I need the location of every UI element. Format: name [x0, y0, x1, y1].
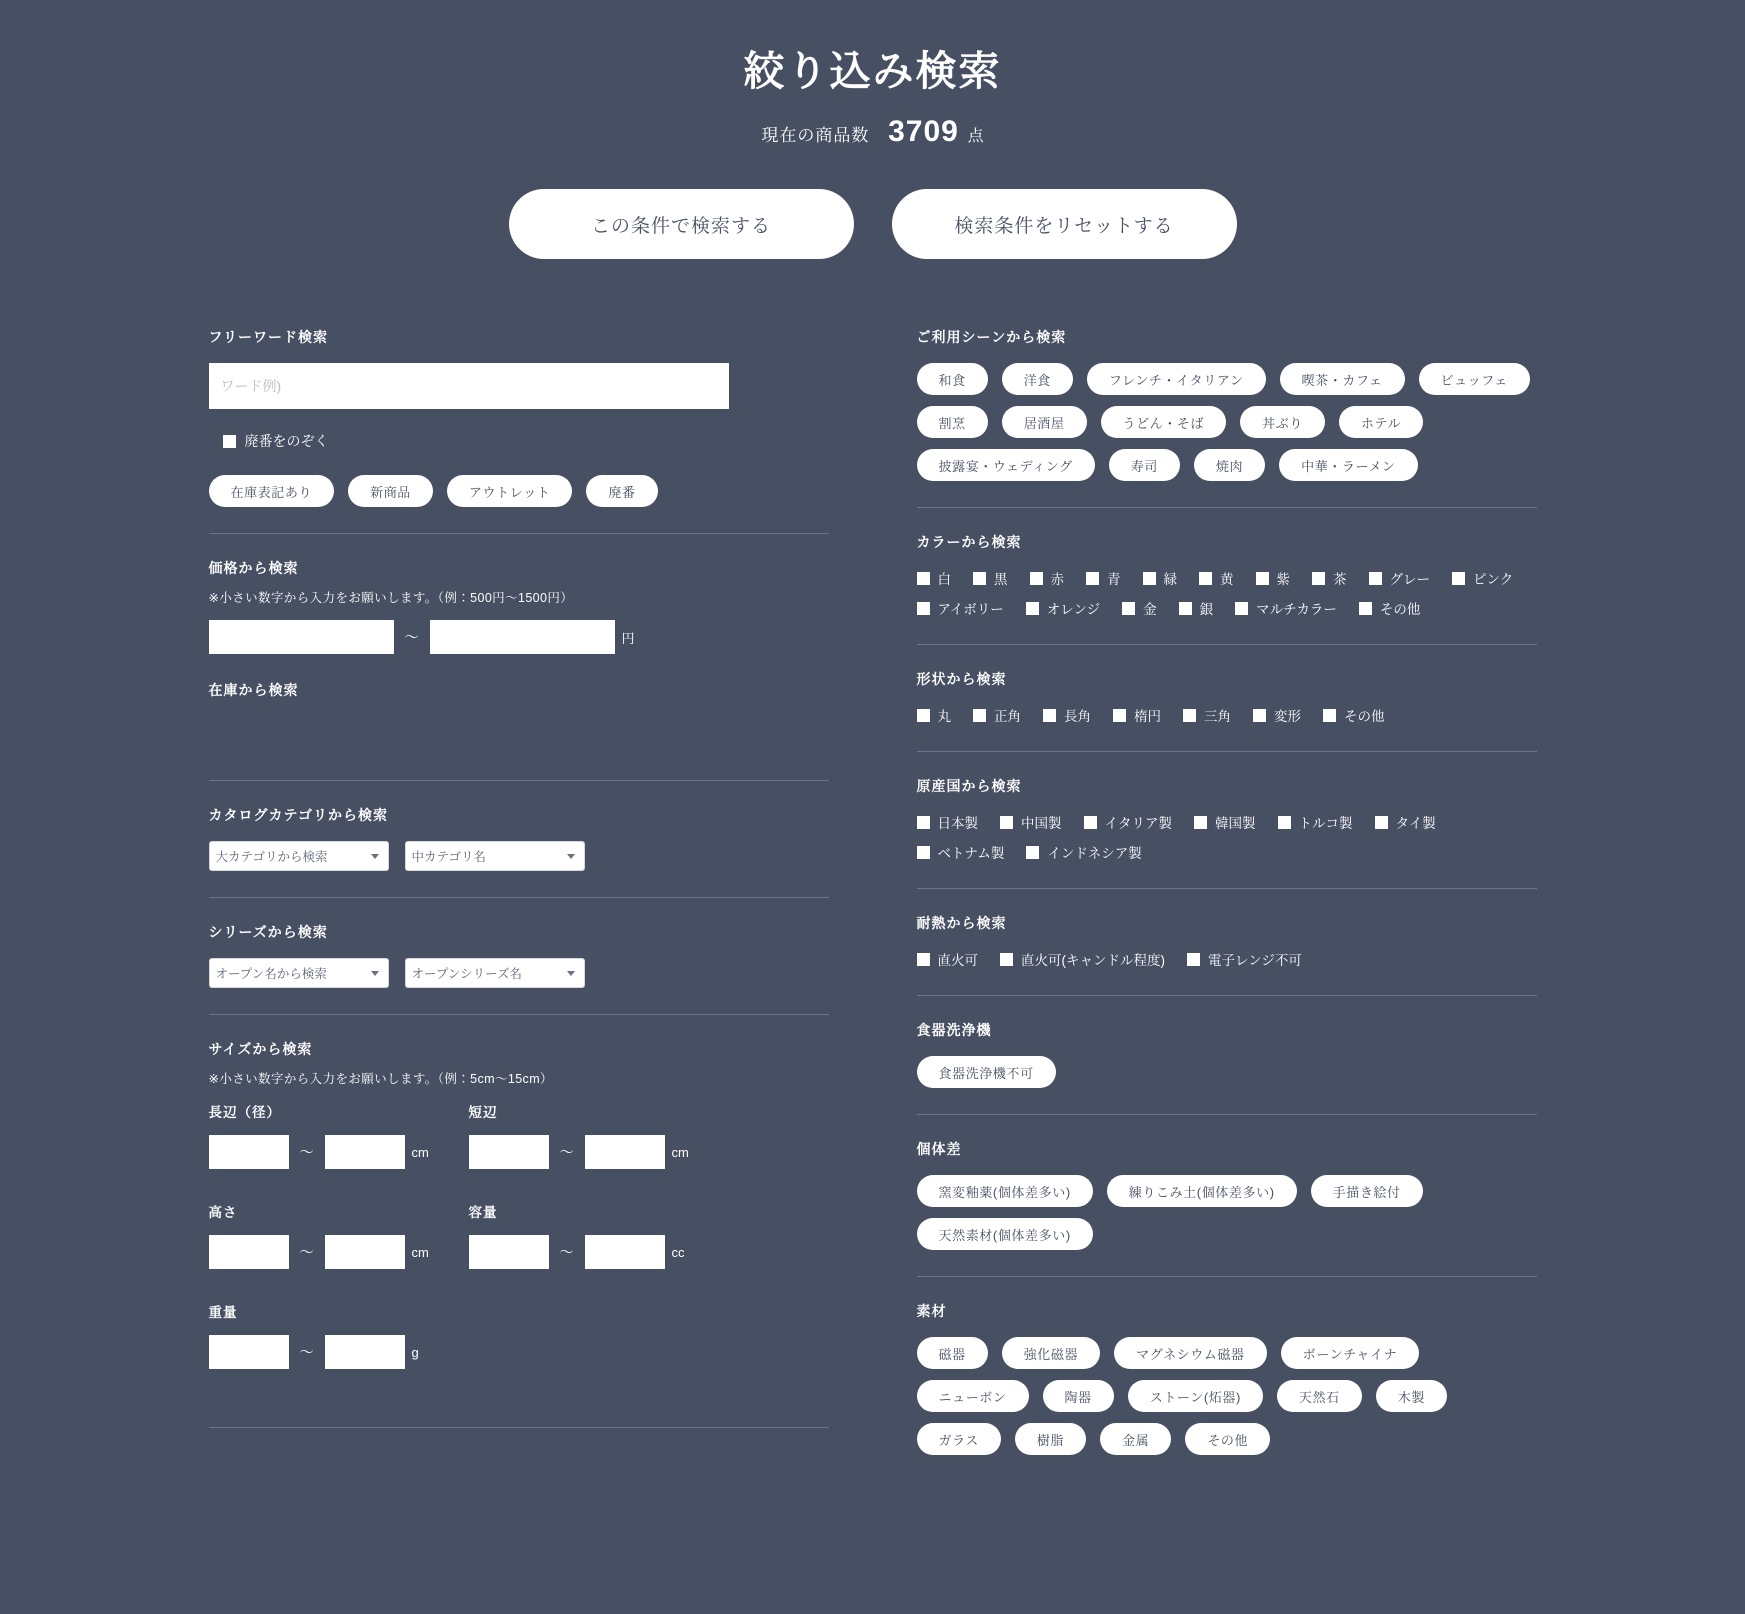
- origin-section: [917, 776, 1537, 862]
- heat-check[interactable]: [1187, 949, 1302, 969]
- catalog-major-select[interactable]: [209, 841, 389, 871]
- heat-label: 直火可(キャンドル程度): [1021, 953, 1165, 968]
- material-tag[interactable]: マグネシウム磁器: [1114, 1337, 1267, 1369]
- material-title: 素材: [916, 1303, 947, 1319]
- divider: [209, 533, 829, 534]
- checkbox-icon[interactable]: [1143, 572, 1156, 585]
- checkbox-icon[interactable]: [1452, 572, 1465, 585]
- size-separator: 〜: [299, 1344, 314, 1360]
- bottom-spacer: [0, 1467, 1745, 1507]
- checkbox-icon[interactable]: [1000, 816, 1013, 829]
- scene-tag[interactable]: 割烹: [917, 406, 988, 438]
- size-separator: 〜: [299, 1144, 314, 1160]
- size-separator: 〜: [299, 1244, 314, 1260]
- shape-label: 三角: [1204, 709, 1231, 724]
- divider: [917, 644, 1537, 645]
- checkbox-icon[interactable]: [1179, 602, 1192, 615]
- color-label: 茶: [1333, 572, 1347, 587]
- material-tag[interactable]: ニューボン: [917, 1380, 1029, 1412]
- color-label: 黒: [994, 572, 1008, 587]
- size-unit: g: [411, 1344, 419, 1360]
- shape-check[interactable]: [917, 705, 952, 725]
- checkbox-icon[interactable]: [223, 435, 236, 448]
- shape-label: 長角: [1064, 709, 1091, 724]
- checkbox-icon[interactable]: [1026, 602, 1039, 615]
- size-label: 高さ: [208, 1205, 238, 1220]
- size-unit: cm: [411, 1144, 429, 1160]
- freeword-section: [209, 327, 829, 507]
- chevron-down-icon: [567, 854, 575, 859]
- heat-check[interactable]: [1000, 949, 1165, 969]
- divider: [917, 995, 1537, 996]
- chevron-down-icon: [371, 971, 379, 976]
- scene-tag[interactable]: 焼肉: [1194, 449, 1265, 481]
- checkbox-icon[interactable]: [917, 953, 930, 966]
- color-label: 黄: [1220, 572, 1234, 587]
- color-label: オレンジ: [1046, 602, 1101, 617]
- origin-check[interactable]: [1375, 812, 1436, 832]
- size-unit: cm: [411, 1244, 429, 1260]
- dishwasher-tag[interactable]: 食器洗浄機不可: [917, 1056, 1056, 1088]
- origin-title: 原産国から検索: [916, 778, 1022, 794]
- size-height-max-input[interactable]: [325, 1235, 405, 1269]
- filter-columns: [0, 327, 1745, 1467]
- material-tag[interactable]: ストーン(炻器): [1128, 1380, 1263, 1412]
- material-tag[interactable]: 樹脂: [1015, 1423, 1086, 1455]
- checkbox-icon[interactable]: [917, 602, 930, 615]
- origin-check[interactable]: [1194, 812, 1256, 832]
- catalog-middle-value: 中カテゴリ名: [411, 850, 487, 864]
- origin-check[interactable]: [917, 812, 979, 832]
- checkbox-icon[interactable]: [1199, 572, 1212, 585]
- material-tag[interactable]: その他: [1185, 1423, 1270, 1455]
- material-section: [917, 1301, 1537, 1455]
- left-column: [209, 327, 829, 1452]
- catalog-selects: [209, 841, 829, 871]
- size-note: ※小さい数字から入力をお願いします。（例：5cm〜15cm）: [208, 1072, 553, 1086]
- series-selects: [209, 958, 829, 988]
- size-capacity-max-input[interactable]: [585, 1235, 665, 1269]
- shape-checkboxes: [917, 705, 1537, 725]
- origin-check[interactable]: [1278, 812, 1353, 832]
- divider: [209, 897, 829, 898]
- product-count-number: 3709: [888, 115, 959, 148]
- origin-check[interactable]: [1000, 812, 1062, 832]
- origin-label: タイ製: [1395, 816, 1436, 831]
- scene-tag[interactable]: ビュッフェ: [1419, 363, 1530, 395]
- tag-stock-note[interactable]: 在庫表記あり: [209, 475, 335, 507]
- size-field-capacity: [469, 1201, 729, 1279]
- color-check[interactable]: [1030, 568, 1065, 588]
- tag-discontinued[interactable]: 廃番: [586, 475, 657, 507]
- material-tag[interactable]: 磁器: [917, 1337, 988, 1369]
- size-unit: cc: [671, 1244, 685, 1260]
- origin-check[interactable]: [1026, 842, 1141, 862]
- shape-check[interactable]: [973, 705, 1021, 725]
- product-count-unit: 点: [967, 128, 984, 145]
- size-short-min-input[interactable]: [469, 1135, 549, 1169]
- shape-section: [917, 669, 1537, 725]
- origin-check[interactable]: [1084, 812, 1173, 832]
- checkbox-icon[interactable]: [1043, 709, 1056, 722]
- shape-check[interactable]: [1253, 705, 1301, 725]
- color-label: 銀: [1199, 602, 1214, 617]
- material-tag[interactable]: 強化磁器: [1002, 1337, 1100, 1369]
- color-section: [917, 532, 1537, 618]
- scene-tag[interactable]: 喫茶・カフェ: [1280, 363, 1405, 395]
- divider: [209, 780, 829, 781]
- shape-label: 丸: [937, 709, 951, 724]
- variance-title: 個体差: [916, 1141, 962, 1157]
- color-check[interactable]: [1452, 568, 1513, 588]
- tag-outlet[interactable]: アウトレット: [447, 475, 572, 507]
- color-check[interactable]: [1235, 598, 1337, 618]
- variance-tag[interactable]: 窯変釉薬(個体差多い): [917, 1175, 1093, 1207]
- dishwasher-tags: [917, 1056, 1537, 1088]
- price-unit: 円: [621, 630, 635, 646]
- color-check[interactable]: [1359, 598, 1421, 618]
- checkbox-icon[interactable]: [973, 709, 986, 722]
- size-label: 重量: [208, 1305, 238, 1320]
- color-label: 青: [1107, 572, 1121, 587]
- size-field-weight: [209, 1301, 469, 1379]
- color-check[interactable]: [1179, 598, 1214, 618]
- origin-label: 韓国製: [1215, 816, 1256, 831]
- scene-section: [917, 327, 1537, 481]
- color-label: マルチカラー: [1256, 602, 1337, 617]
- dishwasher-title: 食器洗浄機: [916, 1022, 992, 1038]
- product-count-label: 現在の商品数: [761, 126, 870, 145]
- size-field-height: [209, 1201, 469, 1279]
- price-min-input[interactable]: [209, 620, 394, 654]
- checkbox-icon[interactable]: [917, 816, 930, 829]
- heat-label: 電子レンジ不可: [1208, 953, 1302, 968]
- checkbox-icon[interactable]: [1084, 816, 1097, 829]
- checkbox-icon[interactable]: [917, 572, 930, 585]
- material-tag[interactable]: ガラス: [917, 1423, 1001, 1455]
- tag-new-product[interactable]: 新商品: [348, 475, 433, 507]
- freeword-tags: [209, 475, 829, 507]
- dishwasher-section: [917, 1020, 1537, 1088]
- color-check[interactable]: [1086, 568, 1121, 588]
- shape-check[interactable]: [1043, 705, 1091, 725]
- scene-tag[interactable]: 中華・ラーメン: [1279, 449, 1418, 481]
- material-tag[interactable]: 木製: [1376, 1380, 1447, 1412]
- size-title: サイズから検索: [208, 1041, 313, 1057]
- color-label: グレー: [1389, 572, 1430, 587]
- color-check[interactable]: [917, 598, 1004, 618]
- price-note: ※小さい数字から入力をお願いします。（例：500円〜1500円）: [208, 591, 574, 605]
- checkbox-icon[interactable]: [1375, 816, 1388, 829]
- checkbox-icon[interactable]: [1369, 572, 1382, 585]
- divider: [209, 1427, 829, 1428]
- size-separator: 〜: [559, 1144, 574, 1160]
- size-label: 長辺（径）: [208, 1105, 281, 1120]
- series-section: [209, 922, 829, 988]
- heat-section: [917, 913, 1537, 969]
- scene-tag[interactable]: 丼ぶり: [1240, 406, 1325, 438]
- color-checkboxes: [917, 568, 1537, 618]
- variance-section: [917, 1139, 1537, 1250]
- size-separator: 〜: [559, 1244, 574, 1260]
- freeword-title: フリーワード検索: [208, 329, 328, 345]
- variance-tag[interactable]: 手描き絵付: [1311, 1175, 1423, 1207]
- divider: [917, 1114, 1537, 1115]
- size-field-short-side: [469, 1101, 729, 1179]
- series-name-select[interactable]: [405, 958, 585, 988]
- color-check[interactable]: [1122, 598, 1157, 618]
- checkbox-icon[interactable]: [1323, 709, 1336, 722]
- checkbox-icon[interactable]: [1235, 602, 1248, 615]
- checkbox-icon[interactable]: [973, 572, 986, 585]
- exclude-discontinued-label: 廃番をのぞく: [244, 433, 329, 449]
- size-label: 短辺: [468, 1105, 498, 1120]
- heat-label: 直火可: [937, 953, 978, 968]
- origin-label: 中国製: [1021, 816, 1062, 831]
- scene-tag[interactable]: 和食: [917, 363, 988, 395]
- checkbox-icon[interactable]: [917, 846, 930, 859]
- size-weight-max-input[interactable]: [325, 1335, 405, 1369]
- color-check[interactable]: [1369, 568, 1431, 588]
- heat-checkboxes: [917, 949, 1537, 969]
- size-weight-min-input[interactable]: [209, 1335, 289, 1369]
- size-long-max-input[interactable]: [325, 1135, 405, 1169]
- color-check[interactable]: [917, 568, 952, 588]
- material-tag[interactable]: 金属: [1100, 1423, 1171, 1455]
- checkbox-icon[interactable]: [1187, 953, 1200, 966]
- scene-tags: [917, 363, 1537, 481]
- shape-check[interactable]: [1113, 705, 1161, 725]
- size-unit: cm: [671, 1144, 689, 1160]
- heat-check[interactable]: [917, 949, 979, 969]
- color-label: 緑: [1163, 572, 1177, 587]
- checkbox-icon[interactable]: [1278, 816, 1291, 829]
- shape-check[interactable]: [1183, 705, 1231, 725]
- price-title: 価格から検索: [208, 560, 299, 576]
- divider: [917, 1276, 1537, 1277]
- divider: [917, 507, 1537, 508]
- color-check[interactable]: [1312, 568, 1347, 588]
- freeword-input[interactable]: [209, 363, 729, 409]
- scene-tag[interactable]: 披露宴・ウェディング: [917, 449, 1095, 481]
- variance-tag[interactable]: 天然素材(個体差多い): [917, 1218, 1093, 1250]
- origin-label: イタリア製: [1104, 816, 1172, 831]
- color-label: 金: [1143, 602, 1157, 617]
- shape-title: 形状から検索: [916, 671, 1007, 687]
- origin-label: 日本製: [937, 816, 978, 831]
- series-open-name-select[interactable]: [209, 958, 389, 988]
- material-tags: [917, 1337, 1537, 1455]
- origin-label: トルコ製: [1298, 816, 1353, 831]
- product-count: [0, 115, 1745, 149]
- catalog-section: [209, 805, 829, 871]
- price-separator: 〜: [404, 629, 419, 645]
- scene-tag[interactable]: フレンチ・イタリアン: [1087, 363, 1266, 395]
- material-tag[interactable]: ボーンチャイナ: [1281, 1337, 1420, 1369]
- checkbox-icon[interactable]: [1030, 572, 1043, 585]
- chevron-down-icon: [567, 971, 575, 976]
- origin-checkboxes: [917, 812, 1537, 862]
- size-long-min-input[interactable]: [209, 1135, 289, 1169]
- checkbox-icon[interactable]: [1256, 572, 1269, 585]
- stock-section: [209, 680, 829, 754]
- price-max-input[interactable]: [430, 620, 615, 654]
- checkbox-icon[interactable]: [1253, 709, 1266, 722]
- series-name-value: オープンシリーズ名: [411, 967, 522, 981]
- size-label: 容量: [468, 1205, 498, 1220]
- price-section: [209, 558, 829, 654]
- chevron-down-icon: [371, 854, 379, 859]
- origin-label: ベトナム製: [937, 846, 1005, 861]
- scene-tag[interactable]: うどん・そば: [1101, 406, 1227, 438]
- color-check[interactable]: [1143, 568, 1178, 588]
- catalog-middle-select[interactable]: [405, 841, 585, 871]
- divider: [209, 1014, 829, 1015]
- checkbox-icon[interactable]: [1122, 602, 1135, 615]
- checkbox-icon[interactable]: [1000, 953, 1013, 966]
- divider: [917, 888, 1537, 889]
- checkbox-icon[interactable]: [1312, 572, 1325, 585]
- color-label: 白: [937, 572, 951, 587]
- scene-title: ご利用シーンから検索: [916, 329, 1067, 345]
- checkbox-icon[interactable]: [1183, 709, 1196, 722]
- right-column: [917, 327, 1537, 1467]
- scene-tag[interactable]: 洋食: [1002, 363, 1073, 395]
- material-tag[interactable]: 陶器: [1043, 1380, 1114, 1412]
- stock-title: 在庫から検索: [208, 682, 299, 698]
- origin-check[interactable]: [917, 842, 1005, 862]
- checkbox-icon[interactable]: [1359, 602, 1372, 615]
- checkbox-icon[interactable]: [1113, 709, 1126, 722]
- catalog-major-value: 大カテゴリから検索: [215, 850, 328, 864]
- checkbox-icon[interactable]: [1086, 572, 1099, 585]
- size-section: [209, 1039, 829, 1428]
- size-fields: [209, 1101, 829, 1401]
- top-actions: [0, 189, 1745, 259]
- price-range: [209, 620, 829, 654]
- color-check[interactable]: [1256, 568, 1291, 588]
- shape-label: 正角: [994, 709, 1021, 724]
- divider: [917, 751, 1537, 752]
- color-label: アイボリー: [937, 602, 1004, 617]
- variance-tags: [917, 1175, 1537, 1250]
- color-label: 紫: [1276, 572, 1290, 587]
- catalog-title: カタログカテゴリから検索: [208, 807, 388, 823]
- shape-label: 楕円: [1134, 709, 1161, 724]
- scene-tag[interactable]: 居酒屋: [1002, 406, 1087, 438]
- checkbox-icon[interactable]: [917, 709, 930, 722]
- size-short-max-input[interactable]: [585, 1135, 665, 1169]
- shape-label: 変形: [1274, 709, 1301, 724]
- variance-tag[interactable]: 練りこみ土(個体差多い): [1107, 1175, 1297, 1207]
- size-capacity-min-input[interactable]: [469, 1235, 549, 1269]
- checkbox-icon[interactable]: [1194, 816, 1207, 829]
- color-check[interactable]: [1199, 568, 1234, 588]
- size-height-min-input[interactable]: [209, 1235, 289, 1269]
- color-label: その他: [1379, 602, 1421, 617]
- color-label: 赤: [1050, 572, 1064, 587]
- series-title: シリーズから検索: [208, 924, 328, 940]
- scene-tag[interactable]: 寿司: [1109, 449, 1180, 481]
- color-title: カラーから検索: [916, 534, 1022, 550]
- scene-tag[interactable]: ホテル: [1339, 406, 1423, 438]
- color-check[interactable]: [1026, 598, 1100, 618]
- origin-label: インドネシア製: [1047, 846, 1142, 861]
- search-button[interactable]: この条件で検索する: [509, 189, 854, 259]
- size-field-long-side: [209, 1101, 469, 1179]
- heat-title: 耐熱から検索: [916, 915, 1007, 931]
- series-open-name-value: オープン名から検索: [215, 967, 327, 981]
- color-check[interactable]: [973, 568, 1008, 588]
- checkbox-icon[interactable]: [1026, 846, 1039, 859]
- material-tag[interactable]: 天然石: [1277, 1380, 1362, 1412]
- shape-check[interactable]: [1323, 705, 1385, 725]
- page-title: 絞り込み検索: [743, 48, 1002, 94]
- exclude-discontinued-checkbox[interactable]: [223, 431, 829, 451]
- color-label: ピンク: [1473, 572, 1514, 587]
- shape-label: その他: [1344, 709, 1385, 724]
- reset-button[interactable]: 検索条件をリセットする: [892, 189, 1237, 259]
